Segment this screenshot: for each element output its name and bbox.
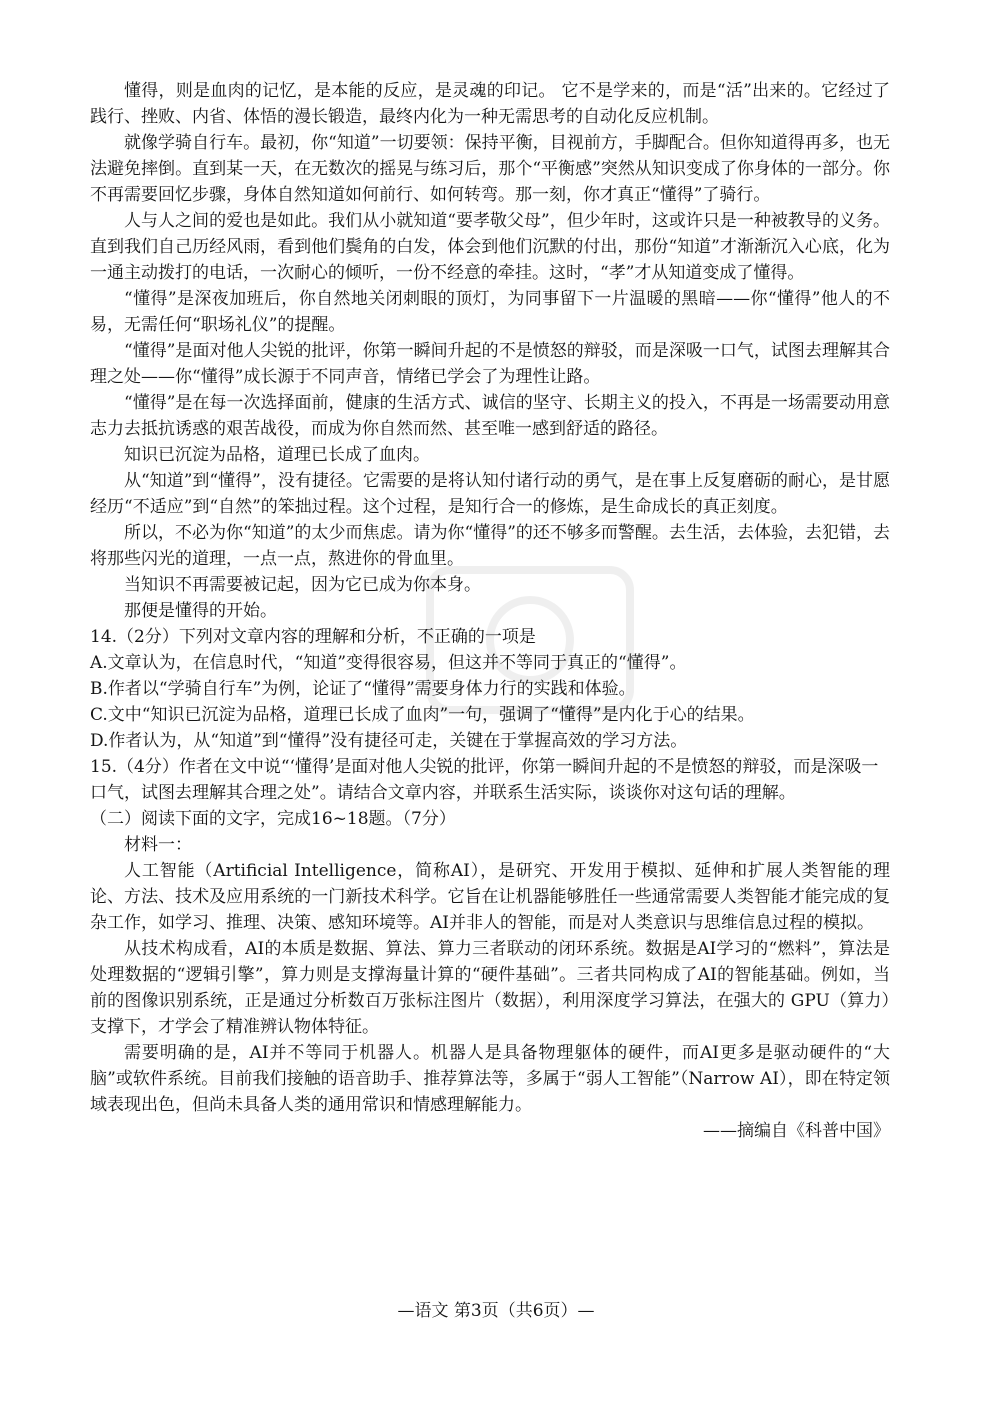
material-paragraph: 人工智能（Artificial Intelligence，简称AI），是研究、开发用于模拟、延伸和扩展人类智能的理论、方法、技术及应用系统的一门新技术科学。它旨在让机器能够胜任一些通常需要人类智能才能完成的复杂工作，如学习、推理、决策、感知环境等。AI并非人的智能，而是对人类意识与思维信息过程的模拟。: [90, 861, 890, 933]
passage-paragraph: 当知识不再需要被记起，因为它已成为你本身。: [124, 575, 481, 595]
page-content: [90, 78, 890, 1144]
passage-paragraph: 懂得，则是血肉的记忆，是本能的反应，是灵魂的印记。 它不是学来的，而是“活”出来的。它经过了践行、挫败、内省、体悟的漫长锻造，最终内化为一种无需思考的自动化反应机制。: [90, 81, 890, 127]
passage-paragraph: “懂得”是深夜加班后，你自然地关闭刺眼的顶灯，为同事留下一片温暖的黑暗——你“懂得”他人的不易，无需任何“职场礼仪”的提醒。: [90, 289, 890, 335]
question-14-option-a: A.文章认为，在信息时代，“知道”变得很容易，但这并不等同于真正的“懂得”。: [90, 653, 687, 673]
question-14-option-d: D.作者认为，从“知道”到“懂得”没有捷径可走，关键在于掌握高效的学习方法。: [90, 731, 688, 751]
question-14-option-c: C.文中“知识已沉淀为品格，道理已长成了血肉”一句，强调了“懂得”是内化于心的结果。: [90, 705, 755, 725]
passage-paragraph: 就像学骑自行车。最初，你“知道”一切要领：保持平衡，目视前方，手脚配合。但你知道得再多，也无法避免摔倒。直到某一天，在无数次的摇晃与练习后，那个“平衡感”突然从知识变成了你身体的一部分。你不再需要回忆步骤，身体自然知道如何前行、如何转弯。那一刻，你才真正“懂得”了骑行。: [90, 133, 890, 205]
passage-paragraph: 人与人之间的爱也是如此。我们从小就知道“要孝敬父母”，但少年时，这或许只是一种被教导的义务。直到我们自己历经风雨，看到他们鬓角的白发，体会到他们沉默的付出，那份“知道”才渐渐沉入心底，化为一通主动拨打的电话，一次耐心的倾听，一份不经意的牵挂。这时，“孝”才从知道变成了懂得。: [90, 211, 890, 283]
question-14-stem: 14.（2分）下列对文章内容的理解和分析，不正确的一项是: [90, 627, 536, 647]
section-2-heading: （二）阅读下面的文字，完成16~18题。（7分）: [90, 809, 456, 829]
passage-paragraph: “懂得”是在每一次选择面前，健康的生活方式、诚信的坚守、长期主义的投入，不再是一场需要动用意志力去抵抗诱惑的艰苦战役，而成为你自然而然、甚至唯一感到舒适的路径。: [90, 393, 890, 439]
passage-paragraph: 所以，不必为你“知道”的太少而焦虑。请为你“懂得”的还不够多而警醒。去生活，去体验，去犯错，去将那些闪光的道理，一点一点，熬进你的骨血里。: [90, 523, 890, 569]
passage-paragraph: 知识已沉淀为品格，道理已长成了血肉。: [124, 445, 430, 465]
material-paragraph: 需要明确的是，AI并不等同于机器人。机器人是具备物理躯体的硬件，而AI更多是驱动硬件的“大脑”或软件系统。目前我们接触的语音助手、推荐算法等，多属于“弱人工智能”（Narrow AI），即在特定领域表现出色，但尚未具备人类的通用常识和情感理解能力。: [90, 1043, 890, 1115]
material-paragraph: 从技术构成看，AI的本质是数据、算法、算力三者联动的闭环系统。数据是AI学习的“燃料”，算法是处理数据的“逻辑引擎”，算力则是支撑海量计算的“硬件基础”。三者共同构成了AI的智能基础。例如，当前的图像识别系统，正是通过分析数百万张标注图片（数据），利用深度学习算法，在强大的 GPU（算力）支撑下，才学会了精准辨认物体特征。: [90, 939, 890, 1037]
material-label: 材料一：: [124, 835, 192, 855]
question-14-option-b: B.作者以“学骑自行车”为例，论证了“懂得”需要身体力行的实践和体验。: [90, 679, 636, 699]
material-source: ——摘编自《科普中国》: [703, 1121, 890, 1141]
passage-paragraph: “懂得”是面对他人尖锐的批评，你第一瞬间升起的不是愤怒的辩驳，而是深吸一口气，试图去理解其合理之处——你“懂得”成长源于不同声音，情绪已学会了为理性让路。: [90, 341, 890, 387]
passage-paragraph: 从“知道”到“懂得”，没有捷径。它需要的是将认知付诸行动的勇气，是在事上反复磨砺的耐心，是甘愿经历“不适应”到“自然”的笨拙过程。这个过程，是知行合一的修炼，是生命成长的真正刻度。: [90, 471, 890, 517]
question-15: 15.（4分）作者在文中说“‘懂得’是面对他人尖锐的批评，你第一瞬间升起的不是愤怒的辩驳，而是深吸一口气，试图去理解其合理之处”。请结合文章内容，并联系生活实际，谈谈你对这句话的理解。: [90, 757, 879, 803]
page-footer: —语文 第3页（共6页）—: [397, 1301, 595, 1321]
passage-paragraph: 那便是懂得的开始。: [124, 601, 277, 621]
